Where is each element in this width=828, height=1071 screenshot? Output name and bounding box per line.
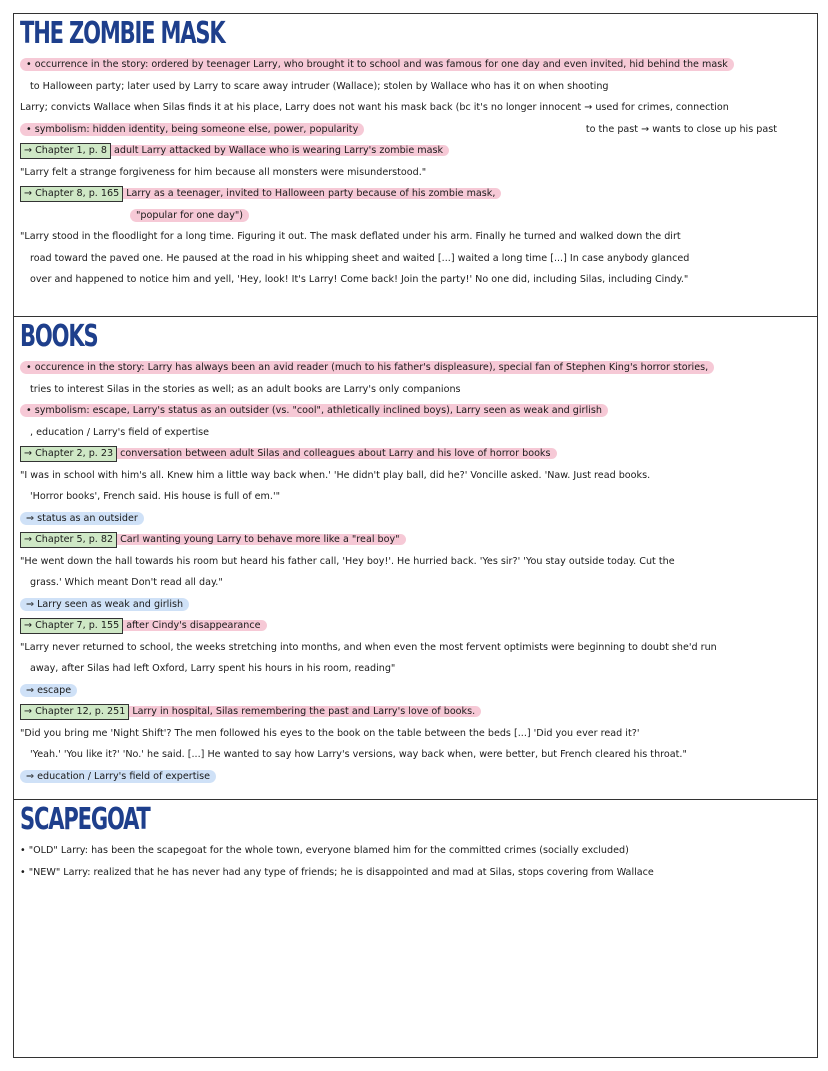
section-title-zombie-mask: THE ZOMBIE MASK [20, 16, 225, 51]
books-quote-7a: "Larry never returned to school, the weeks stretching into months, and when even the most fervent optimists were beginning to doubt she'd run [20, 641, 717, 653]
scapegoat-new: • "NEW" Larry: realized that he has never had any type of friends; he is disappointed and mad at Silas, stops covering from Wallace [20, 866, 654, 878]
books-chapter-ref-7: → Chapter 7, p. 155 [20, 618, 123, 634]
books-occ-1: • occurence in the story: Larry has always been an avid reader (much to his father's displeasure), special fan of Stephen King's horror stories, [20, 361, 714, 374]
chapter-desc-1: adult Larry attacked by Wallace who is wearing Larry's zombie mask [114, 145, 444, 156]
section-title-scapegoat: SCAPEGOAT [20, 802, 150, 837]
books-tag-2: ⇒ status as an outsider [20, 512, 144, 525]
occurrence-line-3: Larry; convicts Wallace when Silas finds it at his place, Larry does not want his mask back (bc it's no longer innocent → used for crimes, connection [20, 102, 729, 113]
section-title-books: BOOKS [20, 319, 98, 354]
books-tag-7: ⇒ escape [20, 684, 77, 697]
books-sym-2: , education / Larry's field of expertise [30, 426, 210, 438]
chapter-ref-8: → Chapter 8, p. 165 [20, 186, 123, 202]
chapter-desc-8-cont: "popular for one day") [130, 209, 249, 222]
books-occ-2: tries to interest Silas in the stories as well; as an adult books are Larry's only companions [30, 383, 461, 395]
books-quote-7b: away, after Silas had left Oxford, Larry spent his hours in his room, reading" [30, 663, 396, 674]
books-sym-1: • symbolism: escape, Larry's status as an outsider (vs. "cool", athletically inclined boys), Larry seen as weak and girlish [20, 404, 608, 417]
section-zombie-mask [14, 14, 817, 317]
chapter-desc-8: Larry as a teenager, invited to Halloween party because of his zombie mask, [126, 188, 496, 199]
books-chapter-desc-5: Carl wanting young Larry to behave more like a "real boy" [120, 534, 400, 545]
chapter-quote-1: "Larry felt a strange forgiveness for him because all monsters were misunderstood." [20, 166, 427, 178]
books-chapter-desc-2: conversation between adult Silas and colleagues about Larry and his love of horror books [120, 448, 551, 459]
books-tag-12: ⇒ education / Larry's field of expertise [20, 770, 216, 783]
books-chapter-desc-7: after Cindy's disappearance [126, 620, 261, 631]
scapegoat-old: • "OLD" Larry: has been the scapegoat for the whole town, everyone blamed him for the committed crimes (socially excluded) [20, 845, 629, 856]
quote-line-1: "Larry stood in the floodlight for a long time. Figuring it out. The mask deflated under his arm. Finally he turned and walked down the dirt [20, 231, 681, 242]
occurrence-line-1: • occurrence in the story: ordered by teenager Larry, who brought it to school and was famous for one day and even invited, hid behind the mask [20, 58, 734, 71]
books-quote-12b: 'Yeah.' 'You like it?' 'No.' he said. [...] He wanted to say how Larry's versions, way back when, were better, but French cleared his throat." [30, 749, 687, 760]
books-chapter-ref-2: → Chapter 2, p. 23 [20, 446, 117, 462]
quote-line-2: road toward the paved one. He paused at the road in his whipping sheet and waited [...] waited a long time [...] In case anybody glanced [30, 252, 690, 264]
books-tag-5: ⇒ Larry seen as weak and girlish [20, 598, 189, 611]
section-scapegoat [14, 800, 817, 883]
chapter-ref-1: → Chapter 1, p. 8 [20, 143, 111, 159]
symbolism-line-right: to the past → wants to close up his past [585, 123, 777, 135]
books-chapter-ref-12: → Chapter 12, p. 251 [20, 704, 129, 720]
books-quote-12a: "Did you bring me 'Night Shift'? The men followed his eyes to the book on the table between the beds [...] 'Did you ever read it?' [20, 727, 640, 739]
books-quote-2b: 'Horror books', French said. His house is full of em.'" [30, 491, 280, 502]
notes-page [13, 13, 818, 1058]
books-quote-5b: grass.' Which meant Don't read all day." [30, 577, 223, 588]
occurrence-line-2: to Halloween party; later used by Larry to scare away intruder (Wallace); stolen by Wallace who has it on when shooting [30, 80, 609, 92]
books-chapter-desc-12: Larry in hospital, Silas remembering the past and Larry's love of books. [132, 706, 476, 717]
section-books [14, 317, 817, 800]
symbolism-line: • symbolism: hidden identity, being someone else, power, popularity [20, 123, 364, 136]
books-quote-2a: "I was in school with him's all. Knew him a little way back when.' 'He didn't play ball, did he?' Voncille asked. 'Naw. Just read books. [20, 469, 651, 481]
quote-line-3: over and happened to notice him and yell, 'Hey, look! It's Larry! Come back! Join the party!' No one did, including Silas, including Cindy." [30, 274, 689, 285]
books-chapter-ref-5: → Chapter 5, p. 82 [20, 532, 117, 548]
books-quote-5a: "He went down the hall towards his room but heard his father call, 'Hey boy!'. He hurried back. 'Yes sir?' 'You stay outside today. Cut the [20, 555, 675, 567]
